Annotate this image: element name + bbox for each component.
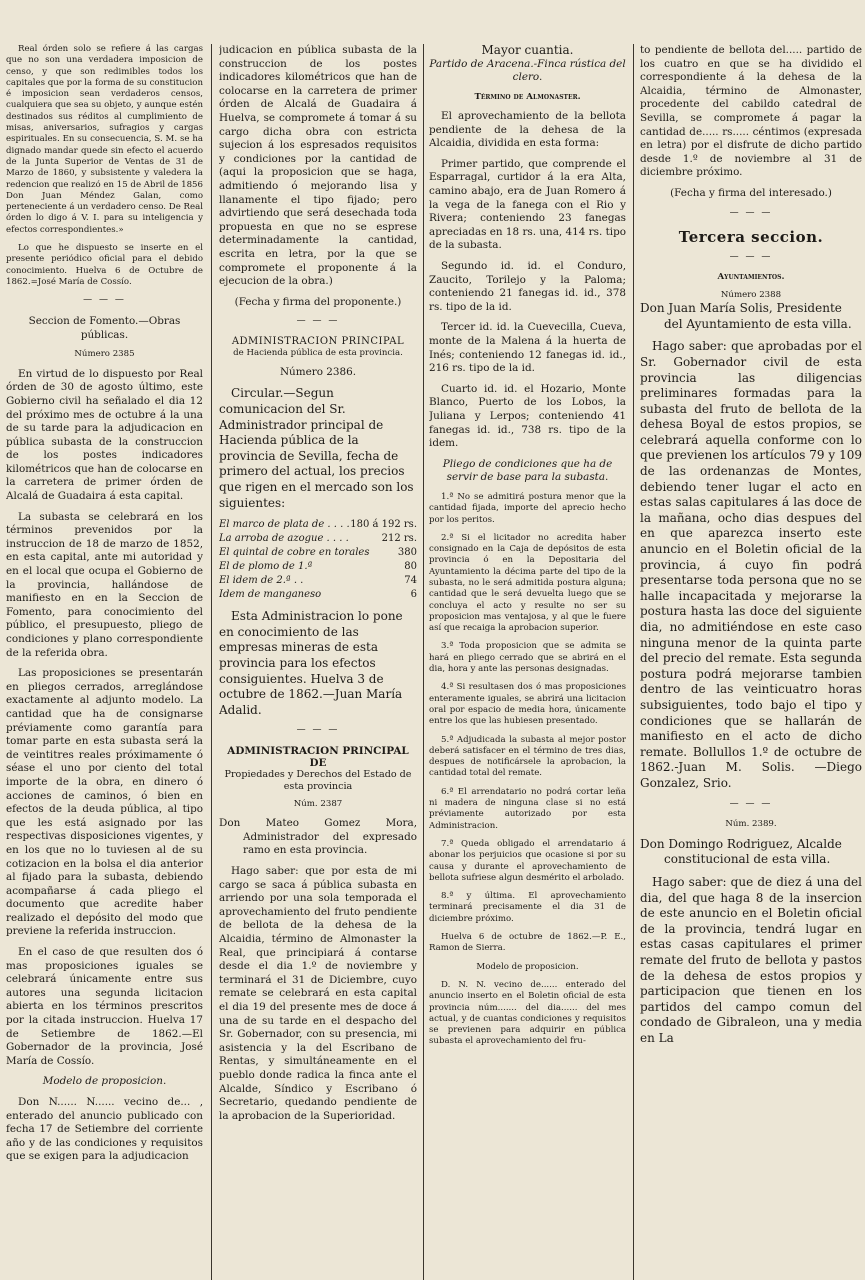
paragraph: Las proposiciones se presentarán en pliegos cerrados, arreglándose exactamente al adjunto modelo. La cantidad que ha de consignarse préviamente como garantía para tomar parte en esta subasta será la de veintitres reales próximamente ó séase el uno por ciento del total importe de la obra, en dinero ó acciones de caminos, ó bien en efectos de la deuda pública, al tipo que les está asignado por las respectivas disposiciones vigentes, y en los que no lo tuviesen al de su cotizacion en la bolsa el dia anterior al fijado para la subasta, debiendo acompañarse á cada pliego el documento que acredite haber realizado el depósito del modo que previene la referida instruccion. [6, 667, 203, 938]
paragraph: Tercer id. id. la Cuevecilla, Cueva, monte de la Malena á la huerta de Inés; conteniendo 12 fanegas id. id., 216 rs. tipo de la id. [429, 321, 626, 375]
condition: 8.ª y última. El aprovechamiento terminará precisamente el dia 31 de diciembre próximo. [429, 891, 626, 924]
subheading: Modelo de proposicion. [42, 1075, 167, 1088]
condition: 2.ª Si el licitador no acredita haber consignado en la Caja de depósitos de esta provincia ó en la Depositaria del Ayuntamiento la décima parte del tipo de la subasta, no le será admitida postura alguna; cantidad que le será devuelta luego que se concluya el acto y resulte no ser su proposicion mas ventajosa, y al que le fuere así que recaiga la aprobacion superior. [429, 532, 626, 634]
official-name: Don Domingo Rodriguez, Alcalde constitucional de esta villa. [640, 836, 842, 867]
paragraph: Esta Administracion lo pone en conocimiento de las empresas mineras de esta provincia para los efectos consiguientes. Huelva 3 de octubre de 1862.—Juan María Adalid. [219, 609, 403, 717]
signature-line: (Fecha y firma del proponente.) [234, 295, 402, 308]
notice-number: Número 2385 [74, 349, 135, 360]
paragraph: Don N...... N...... vecino de... , enterado del anuncio publicado con fecha 17 de Setiembre del corriente año y de las condiciones y requisitos que se exigen para la adjudicacion [6, 1096, 203, 1163]
paragraph: La subasta se celebrará en los términos prevenidos por la instruccion de 18 de marzo de 1852, en esta capital, ante mi autoridad y en el local que ocupa el Gobierno de la provincia, hallándose de manifiesto en en la Seccion de Fomento, para conocimiento del público, el presupuesto, pliego de condiciones y plano correspondiente de la referida obra. [6, 510, 203, 659]
column-rule [423, 44, 424, 1280]
price-row: Idem de manganeso 6 [219, 589, 417, 601]
column-rule [633, 44, 634, 1280]
notice-number: Número 2386. [279, 365, 357, 378]
column-1 [6, 44, 203, 1280]
notice-number: Número 2388 [720, 289, 782, 300]
subheading: Partido de Aracena.-Finca rústica del clero. [429, 57, 626, 84]
paragraph: El aprovechamiento de la bellota pendiente de la dehesa de la Alcaidia, dividida en esta forma: [429, 110, 626, 150]
divider: — — — [296, 725, 340, 736]
subheading: Término de Almonaster. [474, 91, 581, 102]
signature-line: (Fecha y firma del interesado.) [670, 186, 832, 199]
subheading: Ayuntamientos. [717, 271, 785, 282]
section-title: Seccion de Fomento.—Obras públicas. [28, 315, 181, 341]
paragraph: Segundo id. id. el Conduro, Zaucito, Torilejo y la Paloma; conteniendo 21 fanegas id. id., 378 rs. tipo de la id. [429, 260, 626, 313]
paragraph: Lo que he dispuesto se inserte en el presente periódico oficial para el debido conocimiento. Huelva 6 de Octubre de 1862.=José María de Cossío. [6, 243, 203, 287]
divider: — — — [83, 295, 126, 306]
paragraph: Circular.—Segun comunicacion del Sr. Administrador principal de Hacienda pública de la provincia de Sevilla, fecha de primero del actual, los precios que rigen en el mercado son los siguientes: [219, 386, 414, 510]
paragraph: Primer partido, que comprende el Esparragal, curtidor á la era Alta, camino abajo, era de Juan Romero á la vega de la fanega con el Rio y Rivera; conteniendo 23 fanegas apreciadas en 18 rs. una, 414 rs. tipo de la subasta. [429, 157, 626, 252]
price-list [219, 518, 417, 602]
condition: 6.ª El arrendatario no podrá cortar leña ni madera de ninguna clase si no está préviamente autorizado por esta Administracion. [429, 786, 626, 831]
price-row: El marco de plata de . . . . 180 á 192 rs. [219, 519, 417, 531]
paragraph: to pendiente de bellota del..... partido de los cuatro en que se ha dividido el correspondiente á la dehesa de la Alcaidia, término de Almonaster, procedente del cabildo catedral de Sevilla, se compromete á pagar la cantidad de..... rs..... céntimos (expresada en letra) por el disfrute de dicho partido desde 1.º de noviembre al 31 de diciembre próximo. [640, 44, 862, 179]
notice-number: Núm. 2387 [293, 798, 343, 809]
condition: 1.ª No se admitirá postura menor que la cantidad fijada, importe del aprecio hecho por los peritos. [429, 491, 626, 525]
column-2 [219, 44, 417, 1280]
subheading: Pliego de condiciones que ha de servir de base para la subasta. [442, 457, 613, 484]
section-subtitle: Propiedades y Derechos del Estado de esta provincia [224, 769, 412, 792]
paragraph: judicacion en pública subasta de la construccion de los postes indicadores kilométricos que han de colocarse en la carretera de primer órden de Alcalá de Guadaira á Huelva, se compromete á tomar á su cargo dicha obra con estricta sujecion á los espresados requisitos y condiciones por la cantidad de (aqui la proposicion que se haga, admitiendo ó mejorando lisa y llanamente el tipo fijado; pero advirtiendo que será desechada toda propuesta en que no se esprese determinadamente la cantidad, escrita en letra, por la que se compromete el proponente á la ejecucion de la obra.) [219, 44, 417, 288]
paragraph: En virtud de lo dispuesto por Real órden de 30 de agosto último, este Gobierno civil ha señalado el dia 12 del próximo mes de octubre á la una de su tarde para la adjudicacion en pública subasta de la construccion de los postes indicadores kilométricos que han de colocarse en la carretera de primer órden de Alcalá de Guadaira á esta capital. [6, 367, 203, 503]
price-row: El de plomo de 1.ª 80 [219, 561, 417, 573]
price-row: El idem de 2.ª . . 74 [219, 575, 417, 587]
heading: Mayor cuantia. [481, 44, 574, 57]
paragraph: Cuarto id. id. el Hozario, Monte Blanco, Puerto de los Lobos, la Juliana y Lerpos; conteniendo 41 fanegas id. id., 738 rs. tipo de la idem. [429, 382, 626, 450]
column-3 [429, 44, 626, 1280]
paragraph: En el caso de que resulten dos ó mas proposiciones iguales se celebrará únicamente entre sus autores una segunda licitacion abierta en los términos prescritos por la citada instruccion. Huelva 17 de Setiembre de 1862.—El Gobernador de la provincia, José María de Cossío. [6, 946, 203, 1067]
price-row: La arroba de azogue . . . . 212 rs. [219, 533, 417, 545]
subheading: Modelo de proposicion. [476, 961, 579, 972]
paragraph: D. N. N. vecino de...... enterado del anuncio inserto en el Boletin oficial de esta provincia núm....... del dia...... del mes actual, y de cuantas condiciones y requisitos se previenen para adquirir en pública subasta el aprovechamiento del fru- [429, 979, 626, 1047]
official-name: Don Juan María Solis, Presidente del Ayuntamiento de esta villa. [640, 301, 852, 331]
divider: — — — [296, 316, 340, 327]
section-title: ADMINISTRACION PRINCIPAL DE [227, 745, 409, 770]
section-title: Tercera seccion. [678, 227, 824, 246]
paragraph: Hago saber: que aprobadas por el Sr. Gobernador civil de esta provincia las diligencias preliminares formadas para la subasta del fruto de bellota de la dehesa Boyal de estos propios, se celebrará aquella conforme con lo que previenen los artículos 79 y 109 de las ordenanzas de Montes, debiendo tener lugar el acto en estas salas capitulares á las doce de la mañana, ocho dias despues del en que aparezca inserto este anuncio en el Boletin oficial de la provincia, á cuyo fin podrá presentarse toda persona que no se halle incapacitada y mejorarse la postura hasta las doce del siguiente dia, no admitiéndose en este caso ninguna menor de la quinta parte del precio del remate. Esta segunda postura podrá mejorarse tambien dentro de las veinticuatro horas subsiguientes, todo bajo el tipo y condiciones que se hallarán de manifiesto en el acto de dicho remate. Bollullos 1.º de octubre de 1862.-Juan M. Solis. —Diego Gonzalez, Srio. [640, 339, 862, 790]
condition: 4.ª Si resultasen dos ó mas proposiciones enteramente iguales, se abrirá una licitacion oral por espacio de media hora, únicamente entre los que las hubiesen presentado. [429, 682, 626, 727]
notice-number: Núm. 2389. [725, 818, 777, 829]
paragraph: Real órden solo se refiere á las cargas que no son una verdadera imposicion de censo, y que son redimibles todos los capitales que por la forma de su constitucion é imposicion sean verdaderos censos, cualquiera que sea su objeto, y aunque estén destinados sus réditos al cumplimiento de misas, aniversarios, sufragios y cargas espirituales. En su consecuencia, S. M. se ha dignado mandar quede sin efecto el acuerdo de la Junta Superior de Ventas de 31 de Marzo de 1860, y subsistente y valedera la redencion que realizó en 15 de Abril de 1856 Don Juan Méndez Galan, como perteneciente á un verdadero censo. De Real órden lo digo á V. I. para su inteligencia y efectos correspondientes.» [6, 44, 203, 235]
condition: 5.ª Adjudicada la subasta al mejor postor deberá satisfacer en el término de tres dias, despues de notificársele la aprobacion, la cantidad total del remate. [429, 734, 626, 779]
divider: — — — [729, 798, 773, 809]
paragraph: Hago saber: que por esta de mi cargo se saca á pública subasta en arriendo por una sola temporada el aprovechamiento del fruto pendiente de bellota de la dehesa de la Alcaidia, término de Almonaster la Real, que principiará á contarse desde el dia 1.º de noviembre y terminará el 31 de Diciembre, cuyo remate se celebrará en esta capital el dia 19 del presente mes de doce á una de su tarde en el despacho del Sr. Gobernador, con su presencia, mi asistencia y la del Escribano de Rentas, y simultáneamente en el pueblo donde radica la finca ante el Alcalde, Síndico y Escribano ó Secretario, quedando pendiente de la aprobacion de la Superioridad. [219, 865, 417, 1122]
paragraph: Hago saber: que de diez á una del dia, del que haga 8 de la insercion de este anuncio en el Boletin oficial de la provincia, tendrá lugar en estas casas capitulares el primer remate del fruto de bellota y pastos de la dehesa de estos propios y participacion que tienen en los partidos del campo comun del condado de Gibraleon, una y media en La [640, 875, 862, 1045]
divider: — — — [729, 207, 773, 218]
official-name: Don Mateo Gomez Mora, Administrador del expresado ramo en esta provincia. [219, 817, 417, 857]
signature-line: Huelva 6 de octubre de 1862.—P. E., Ramon de Sierra. [429, 932, 626, 954]
divider: — — — [729, 251, 773, 262]
section-title: ADMINISTRACION PRINCIPAL [231, 336, 405, 348]
section-subtitle: de Hacienda pública de esta provincia. [233, 347, 403, 358]
price-row: El quintal de cobre en torales 380 [219, 547, 417, 559]
column-4 [640, 44, 862, 1280]
condition: 7.ª Queda obligado el arrendatario á abonar los perjuicios que ocasione si por su causa y durante el aprovechamiento de bellota sufriese algun desmérito el arbolado. [429, 838, 626, 883]
condition: 3.ª Toda proposicion que se admita se hará en pliego cerrado que se abrirá en el dia, hora y ante las personas designadas. [429, 641, 626, 675]
column-rule [211, 44, 212, 1280]
